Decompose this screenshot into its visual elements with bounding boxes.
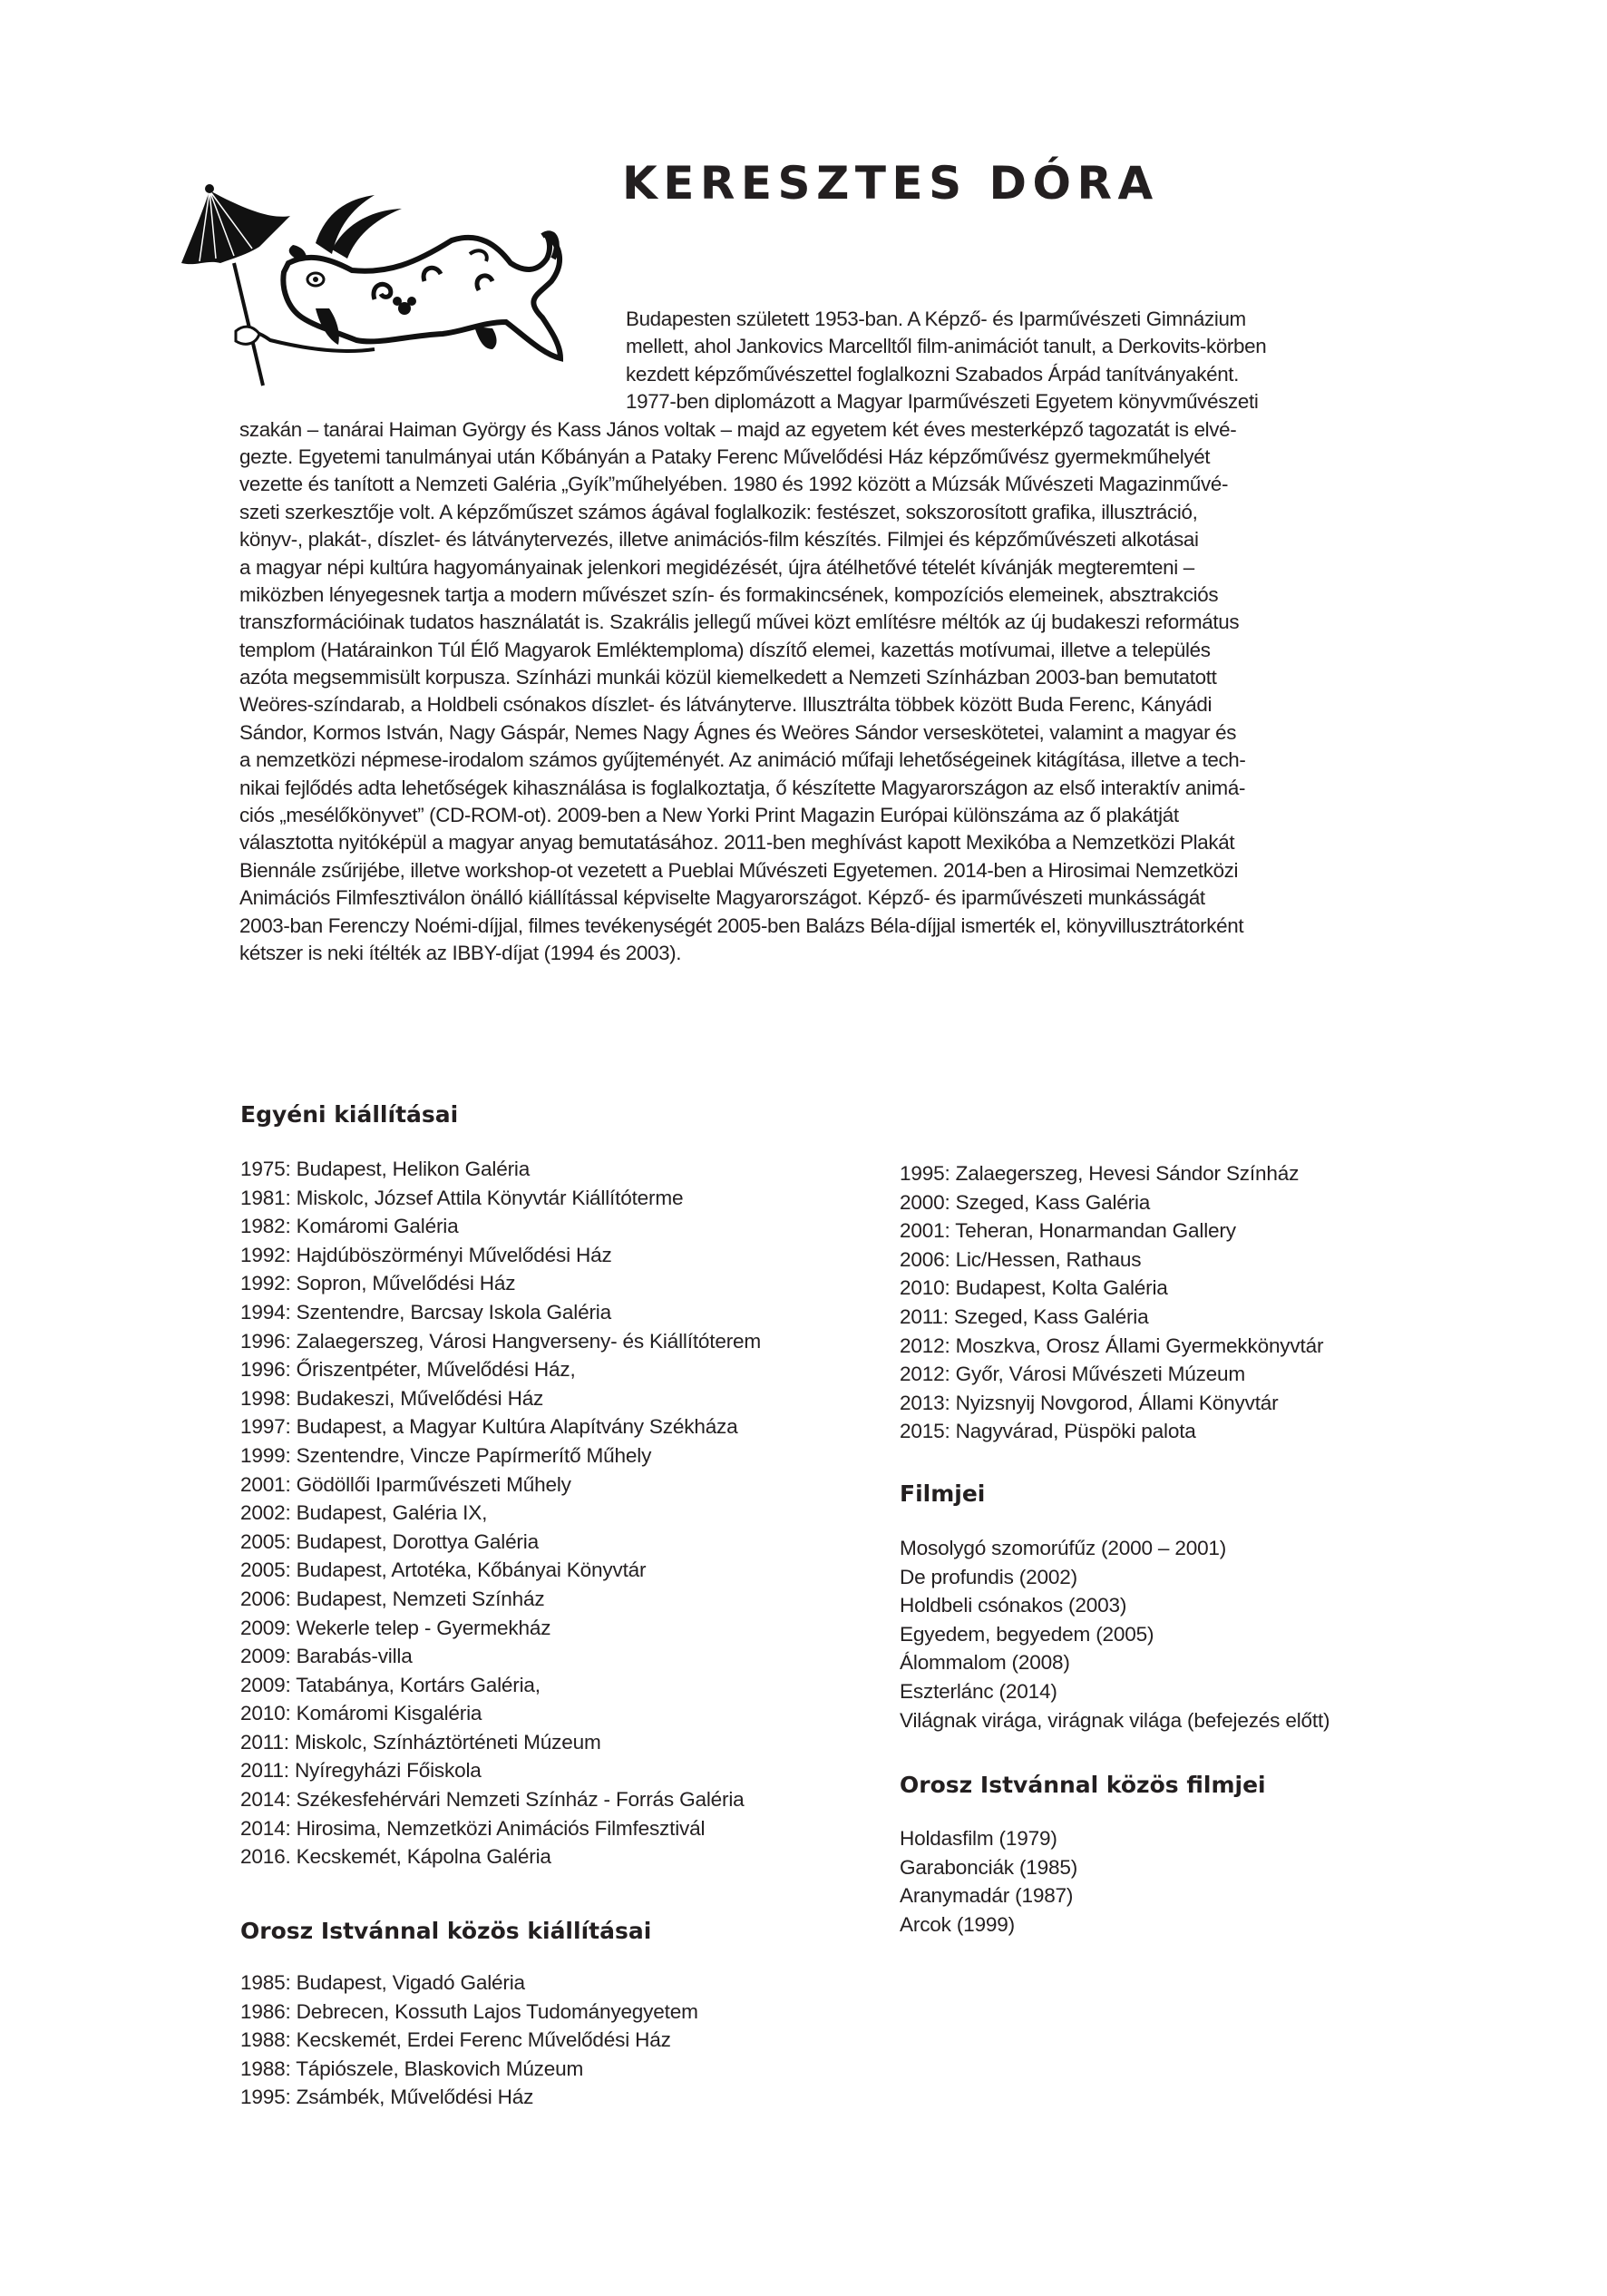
bio-line: mellett, ahol Jankovics Marcelltől film-animációt tanult, a Derkovits-körben	[626, 335, 1267, 358]
list-item: 2013: Nyizsnyij Novgorod, Állami Könyvtár	[900, 1391, 1279, 1414]
joint-films-list	[900, 1824, 1077, 1939]
list-item: Eszterlánc (2014)	[900, 1679, 1057, 1703]
joint-exhibitions-heading: Orosz Istvánnal közös kiállításai	[240, 1918, 652, 1944]
list-item: Holdbeli csónakos (2003)	[900, 1594, 1127, 1617]
list-item: 1981: Miskolc, József Attila Könyvtár Kiállítóterme	[240, 1186, 684, 1209]
list-item: 2006: Lic/Hessen, Rathaus	[900, 1247, 1142, 1271]
list-item: 1995: Zsámbék, Művelődési Ház	[240, 2086, 534, 2109]
list-item: 1988: Kecskemét, Erdei Ferenc Művelődési Ház	[240, 2028, 671, 2052]
list-item: 1998: Budakeszi, Művelődési Ház	[240, 1386, 544, 1410]
bio-line: transzformációinak tudatos használatát is. Szakrális jellegű művei közt említésre méltók az új budakeszi református	[239, 611, 1240, 634]
list-item: Holdasfilm (1979)	[900, 1827, 1057, 1850]
list-item: 2006: Budapest, Nemzeti Színház	[240, 1587, 545, 1610]
films-list	[900, 1534, 1329, 1734]
list-item: 1994: Szentendre, Barcsay Iskola Galéria	[240, 1300, 611, 1324]
list-item: 2014: Hirosima, Nemzetközi Animációs Filmfesztivál	[240, 1816, 706, 1840]
list-item: 2012: Győr, Városi Művészeti Múzeum	[900, 1363, 1246, 1386]
bio-line: 1977-ben diplomázott a Magyar Iparművészeti Egyetem könyvművészeti	[626, 390, 1259, 414]
list-item: 2001: Teheran, Honarmandan Gallery	[900, 1219, 1236, 1243]
bio-line: nikai fejlődés adta lehetőségek kihasználása is foglalkoztatja, ő készítette Magyarországon az első interaktív animá-	[239, 776, 1246, 799]
list-item: 1982: Komáromi Galéria	[240, 1215, 459, 1238]
list-item: Garabonciák (1985)	[900, 1855, 1078, 1879]
list-item: 1975: Budapest, Helikon Galéria	[240, 1158, 531, 1180]
list-item: De profundis (2002)	[900, 1565, 1077, 1588]
films-heading: Filmjei	[900, 1480, 986, 1507]
bio-line: Biennále zsűrijébe, illetve workshop-ot vezetett a Pueblai Művészeti Egyetemen. 2014-ben a Hirosimai Nemzetközi	[239, 858, 1239, 882]
bio-line: Sándor, Kormos István, Nagy Gáspár, Nemes Nagy Ágnes és Weöres Sándor verseskötetei, valamint a magyar és	[239, 720, 1237, 744]
bio-line: kezdett képzőművészettel foglalkozni Szabados Árpád tanítványaként.	[626, 362, 1240, 386]
list-item: 2011: Miskolc, Színháztörténeti Múzeum	[240, 1730, 601, 1754]
bio-line: ciós „mesélőkönyvet” (CD-ROM-ot). 2009-ben a New Yorki Print Magazin Európai különszáma az ő plakátját	[239, 804, 1179, 827]
list-item: 1986: Debrecen, Kossuth Lajos Tudományegyetem	[240, 1999, 698, 2023]
joint-exhibitions-list	[240, 1969, 698, 2112]
list-item: Mosolygó szomorúfűz (2000 – 2001)	[900, 1537, 1227, 1559]
list-item: 2009: Wekerle telep - Gyermekház	[240, 1616, 551, 1639]
list-item: 2011: Szeged, Kass Galéria	[900, 1304, 1149, 1328]
solo-exhibitions-list-right	[900, 1159, 1323, 1446]
list-item: Álommalom (2008)	[900, 1651, 1070, 1675]
bio-line: Animációs Filmfesztiválon önálló kiállítással képviselte Magyarországot. Képző- és iparművészeti munkásságát	[239, 886, 1205, 910]
list-item: 2010: Komáromi Kisgaléria	[240, 1702, 482, 1725]
list-item: 1992: Sopron, Művelődési Ház	[240, 1272, 516, 1295]
list-item: 1995: Zalaegerszeg, Hevesi Sándor Színház	[900, 1162, 1300, 1185]
list-item: 1985: Budapest, Vigadó Galéria	[240, 1971, 525, 1994]
list-item: 2011: Nyíregyházi Főiskola	[240, 1759, 482, 1783]
list-item: Aranymadár (1987)	[900, 1884, 1074, 1908]
solo-exhibitions-heading: Egyéni kiállításai	[240, 1101, 459, 1128]
list-item: 2005: Budapest, Artotéka, Kőbányai Könyvtár	[240, 1558, 647, 1582]
bio-line: miközben lényegesnek tartja a modern művészet szín- és formakincsének, kompozíciós elemeinek, absztrakciós	[239, 582, 1219, 606]
list-item: 1996: Zalaegerszeg, Városi Hangverseny- és Kiállítóterem	[240, 1329, 762, 1353]
bio-line: szakán – tanárai Haiman György és Kass János voltak – majd az egyetem két éves mesterképző tagozatát is elvé-	[239, 417, 1237, 441]
list-item: 1996: Őriszentpéter, Művelődési Ház,	[240, 1358, 576, 1382]
joint-films-heading: Orosz Istvánnal közös filmjei	[900, 1772, 1266, 1798]
list-item: 1997: Budapest, a Magyar Kultúra Alapítvány Székháza	[240, 1415, 738, 1439]
list-item: 2002: Budapest, Galéria IX,	[240, 1501, 488, 1525]
bio-line: Budapesten született 1953-ban. A Képző- és Iparművészeti Gimnázium	[626, 308, 1246, 330]
list-item: 2001: Gödöllői Iparművészeti Műhely	[240, 1472, 571, 1496]
list-item: Arcok (1999)	[900, 1912, 1015, 1936]
list-item: 2014: Székesfehérvári Nemzeti Színház - Forrás Galéria	[240, 1788, 745, 1812]
solo-exhibitions-list-left	[240, 1155, 761, 1871]
bio-line: kétszer is neki ítélték az IBBY-díjat (1994 és 2003).	[239, 941, 682, 964]
list-item: 2009: Barabás-villa	[240, 1645, 413, 1668]
list-item: 2009: Tatabánya, Kortárs Galéria,	[240, 1673, 541, 1696]
list-item: 1988: Tápiószele, Blaskovich Múzeum	[240, 2057, 584, 2080]
bio-line: szeti szerkesztője volt. A képzőműszet számos ágával foglalkozik: festészet, sokszorosított grafika, illusztráció,	[239, 500, 1198, 523]
biography-paragraph	[239, 306, 1366, 967]
bio-line: gezte. Egyetemi tanulmányai után Kőbányán a Pataky Ferenc Művelődési Ház képzőművész gyermekműhelyét	[239, 445, 1211, 468]
bio-line: a nemzetközi népmese-irodalom számos gyűjteményét. Az animáció műfaji lehetőségeinek kitágítása, illetve a tech-	[239, 748, 1246, 772]
bio-line: 2003-ban Ferenczy Noémi-díjjal, filmes tevékenységét 2005-ben Balázs Béla-díjjal ismerték el, könyvillusztrátorként	[239, 914, 1244, 937]
bio-line: azóta megsemmisült korpusza. Színházi munkái közül kiemelkedett a Nemzeti Színházban 2003-ban bemutatott	[239, 666, 1217, 689]
list-item: Világnak virága, virágnak világa (befejezés előtt)	[900, 1708, 1330, 1732]
bio-line: könyv-, plakát-, díszlet- és látványtervezés, illetve animációs-film készítés. Filmjei és képzőművészeti alkotásai	[239, 528, 1199, 552]
list-item: 2012: Moszkva, Orosz Állami Gyermekkönyvtár	[900, 1334, 1324, 1357]
list-item: 2015: Nagyvárad, Püspöki palota	[900, 1420, 1196, 1443]
bio-line: templom (Határainkon Túl Élő Magyarok Emléktemploma) díszítő elemei, kazettás motívumai, illetve a település	[239, 638, 1211, 661]
bio-line: választotta nyitóképül a magyar anyag bemutatásához. 2011-ben meghívást kapott Mexikóba a Nemzetközi Plakát	[239, 831, 1235, 855]
list-item: 2010: Budapest, Kolta Galéria	[900, 1276, 1168, 1300]
list-item: 1992: Hajdúböszörményi Művelődési Ház	[240, 1243, 612, 1266]
list-item: Egyedem, begyedem (2005)	[900, 1622, 1154, 1646]
page-title: KERESZTES DÓRA	[622, 157, 1159, 210]
bio-line: Weöres-színdarab, a Holdbeli csónakos díszlet- és látványterve. Illusztrálta többek között Buda Ferenc, Kányádi	[239, 693, 1213, 717]
list-item: 2016. Kecskemét, Kápolna Galéria	[240, 1845, 551, 1869]
bio-line: vezette és tanított a Nemzeti Galéria „Gyík”műhelyében. 1980 és 1992 között a Múzsák Művészeti Magazinművé-	[239, 473, 1229, 496]
list-item: 2005: Budapest, Dorottya Galéria	[240, 1529, 539, 1553]
bio-line: a magyar népi kultúra hagyományainak jelenkori megidézését, újra átélhetővé tételét kívánják megteremteni –	[239, 555, 1194, 579]
list-item: 1999: Szentendre, Vincze Papírmerítő Műhely	[240, 1443, 652, 1467]
list-item: 2000: Szeged, Kass Galéria	[900, 1190, 1151, 1214]
